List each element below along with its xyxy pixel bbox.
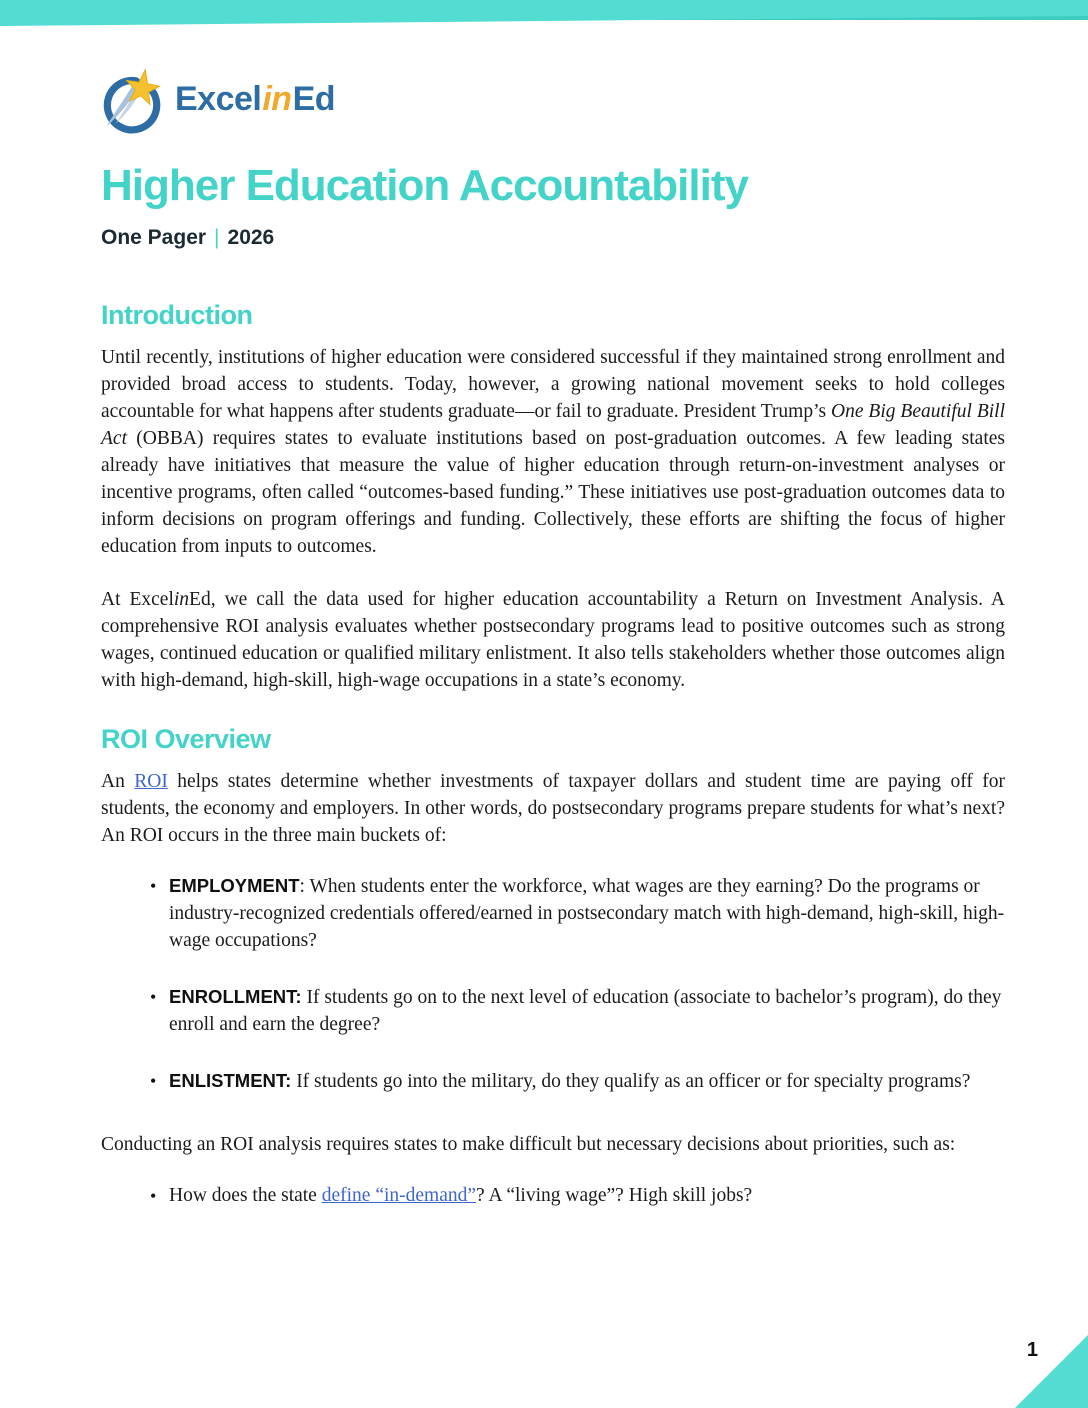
intro-paragraph-1 xyxy=(101,344,1005,560)
page-title: Higher Education Accountability xyxy=(101,161,748,210)
intro-paragraph-2 xyxy=(101,586,1005,694)
list-item-enlistment xyxy=(150,1067,1005,1095)
excelined-wordmark xyxy=(175,80,335,119)
priorities-list xyxy=(101,1182,1005,1209)
bullet-icon: • xyxy=(150,1186,157,1207)
roi-link[interactable]: ROI xyxy=(134,771,168,793)
define-in-demand-link[interactable]: define “in-demand” xyxy=(321,1185,477,1207)
roi-bucket-list xyxy=(101,872,1005,1095)
section-heading-introduction: Introduction xyxy=(101,300,253,331)
roi-paragraph-1 xyxy=(101,768,1005,849)
employment-text: : When students enter the workforce, what wages are they earning? Do the programs or industry-recognized credentials offered/earned in postsecondary match with high-demand, high-skill, high-wage occupations? xyxy=(169,876,1005,952)
doc-type-label: One Pager xyxy=(101,226,207,250)
list-item-define-in-demand xyxy=(150,1182,1005,1209)
intro-p1-text-a: Until recently, institutions of higher education were considered successful if they maintained strong enrollment and provided broad access to students. Today, however, a growing national movement seeks to hold colleges accountable for what happens after students graduate—or fail to graduate. President Trump’s xyxy=(101,347,1005,423)
doc-subtitle xyxy=(101,226,1005,250)
obba-italic-title: One Big Beautiful Bill Act xyxy=(101,401,1006,450)
wordmark-excel: Excel xyxy=(175,79,262,118)
enrollment-text: If students go on to the next level of education (associate to bachelor’s program), do they enroll and earn the degree? xyxy=(169,987,1002,1036)
list-item-employment xyxy=(150,872,1005,954)
doc-year: 2026 xyxy=(227,226,275,250)
intro-p1-text-b: (OBBA) requires states to evaluate institutions based on post-graduation outcomes. A few leading states already have initiatives that measure the value of higher education through return-on-investment analyses or incentive programs, often called “outcomes-based funding.” These initiatives use post-graduation outcomes data to inform decisions on program offerings and funding. Collectively, these efforts are shifting the focus of higher education from inputs to outcomes. xyxy=(101,428,1005,558)
enrollment-label: ENROLLMENT: xyxy=(169,986,302,1008)
section-heading-roi-overview: ROI Overview xyxy=(101,724,271,755)
bullet-icon: • xyxy=(150,987,157,1008)
page-content xyxy=(101,0,1005,1209)
star-swoosh-icon xyxy=(101,64,167,134)
intro-p2-text-a: At Excel xyxy=(101,589,174,611)
page-number: 1 xyxy=(1026,1339,1038,1361)
bullet-icon: • xyxy=(150,1071,157,1092)
wordmark-in: in xyxy=(262,79,292,118)
list-item-enrollment xyxy=(150,983,1005,1038)
wordmark-ed: Ed xyxy=(292,79,336,118)
roi-p1-text-b: helps states determine whether investments of taxpayer dollars and student time are paying off for students, the economy and employers. In other words, do postsecondary programs prepare students for what’s next? An ROI occurs in the three main buckets of: xyxy=(101,771,1005,847)
excelined-logo xyxy=(101,64,1005,134)
excelined-in-italic: in xyxy=(173,589,190,611)
roi-p1-text-a: An xyxy=(101,771,135,793)
priority-text-a: How does the state xyxy=(169,1185,322,1207)
subtitle-divider: | xyxy=(214,226,220,250)
priority-text-b: ? A “living wage”? High skill jobs? xyxy=(476,1185,753,1207)
enlistment-text: If students go into the military, do they qualify as an officer or for specialty programs? xyxy=(291,1071,971,1093)
employment-label: EMPLOYMENT xyxy=(169,875,300,897)
roi-paragraph-2: Conducting an ROI analysis requires states to make difficult but necessary decisions about priorities, such as: xyxy=(101,1134,956,1156)
intro-p2-text-b: Ed, we call the data used for higher education accountability a Return on Investment Analysis. A comprehensive ROI analysis evaluates whether postsecondary programs lead to positive outcomes such as strong wages, continued education or qualified military enlistment. It also tells stakeholders whether those outcomes align with high-demand, high-skill, high-wage occupations in a state’s economy. xyxy=(101,589,1005,692)
bullet-icon: • xyxy=(150,876,157,897)
enlistment-label: ENLISTMENT: xyxy=(169,1070,292,1092)
